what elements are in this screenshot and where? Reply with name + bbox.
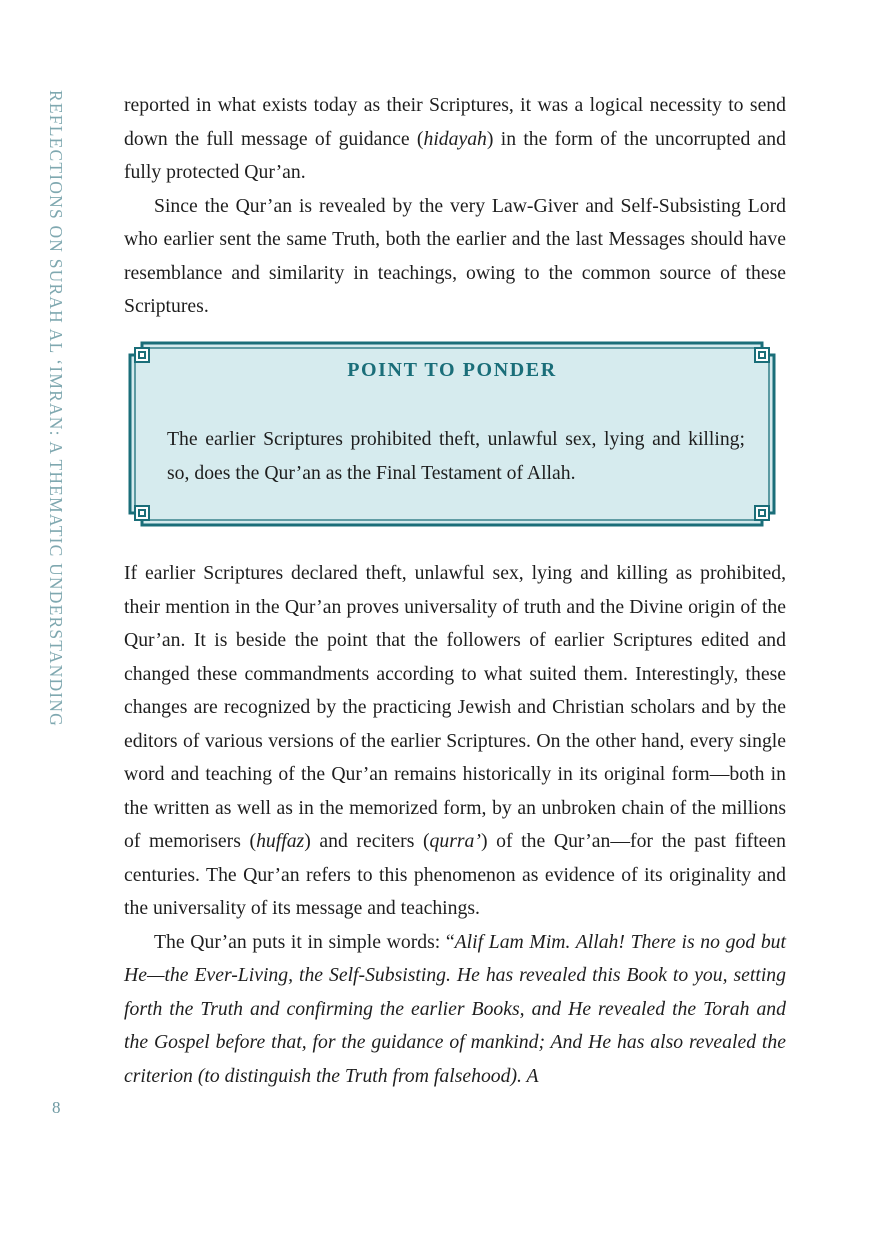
paragraph: reported in what exists today as their Scriptures, it was a logical necessity to send down the full message of guidance (hidayah) in the form of the uncorrupted and fully protected Qur’an. bbox=[124, 94, 786, 183]
paragraph: The Qur’an puts it in simple words: “Alif Lam Mim. Allah! There is no god but He—the Ever-Living, the Self-Subsisting. He has revealed this Book to you, setting forth the Truth and confirming the earlier Books, and He revealed the Torah and the Gospel before that, for the guidance of mankind; And He has also revealed the criterion (to distinguish the Truth from falsehood). A bbox=[124, 930, 786, 1087]
running-head: REFLECTIONS ON SURAH AL ‘IMRAN: A THEMATIC UNDERSTANDING bbox=[46, 90, 66, 728]
text-block-bottom bbox=[124, 557, 786, 1093]
callout-title: POINT TO PONDER bbox=[347, 359, 557, 381]
paragraph: Since the Qur’an is revealed by the very Law-Giver and Self-Subsisting Lord who earlier sent the same Truth, both the earlier and the last Messages should have resemblance and similarity in teachings, owing to the common source of these Scriptures. bbox=[124, 194, 786, 317]
point-to-ponder-box bbox=[124, 337, 780, 531]
paragraph: If earlier Scriptures declared theft, unlawful sex, lying and killing as prohibited, their mention in the Qur’an proves universality of truth and the Divine origin of the Qur’an. It is beside the point that the followers of earlier Scriptures edited and changed these commandments according to what suited them. Interestingly, these changes are recognized by the practicing Jewish and Christian scholars and by the editors of various versions of the earlier Scriptures. On the other hand, every single word and teaching of the Qur’an remains historically in its original form—both in the written as well as in the memorized form, by an unbroken chain of the millions of memorisers (huffaz) and reciters (qurra’) of the Qur’an—for the past fifteen centuries. The Qur’an refers to this phenomenon as evidence of its originality and the universality of its message and teachings. bbox=[124, 562, 786, 919]
page-number: 8 bbox=[52, 1098, 61, 1117]
text-block-top bbox=[124, 89, 786, 324]
callout-text: The earlier Scriptures prohibited theft, unlawful sex, lying and killing; so, does the Qur’an as the Final Testament of Allah. bbox=[167, 428, 745, 484]
